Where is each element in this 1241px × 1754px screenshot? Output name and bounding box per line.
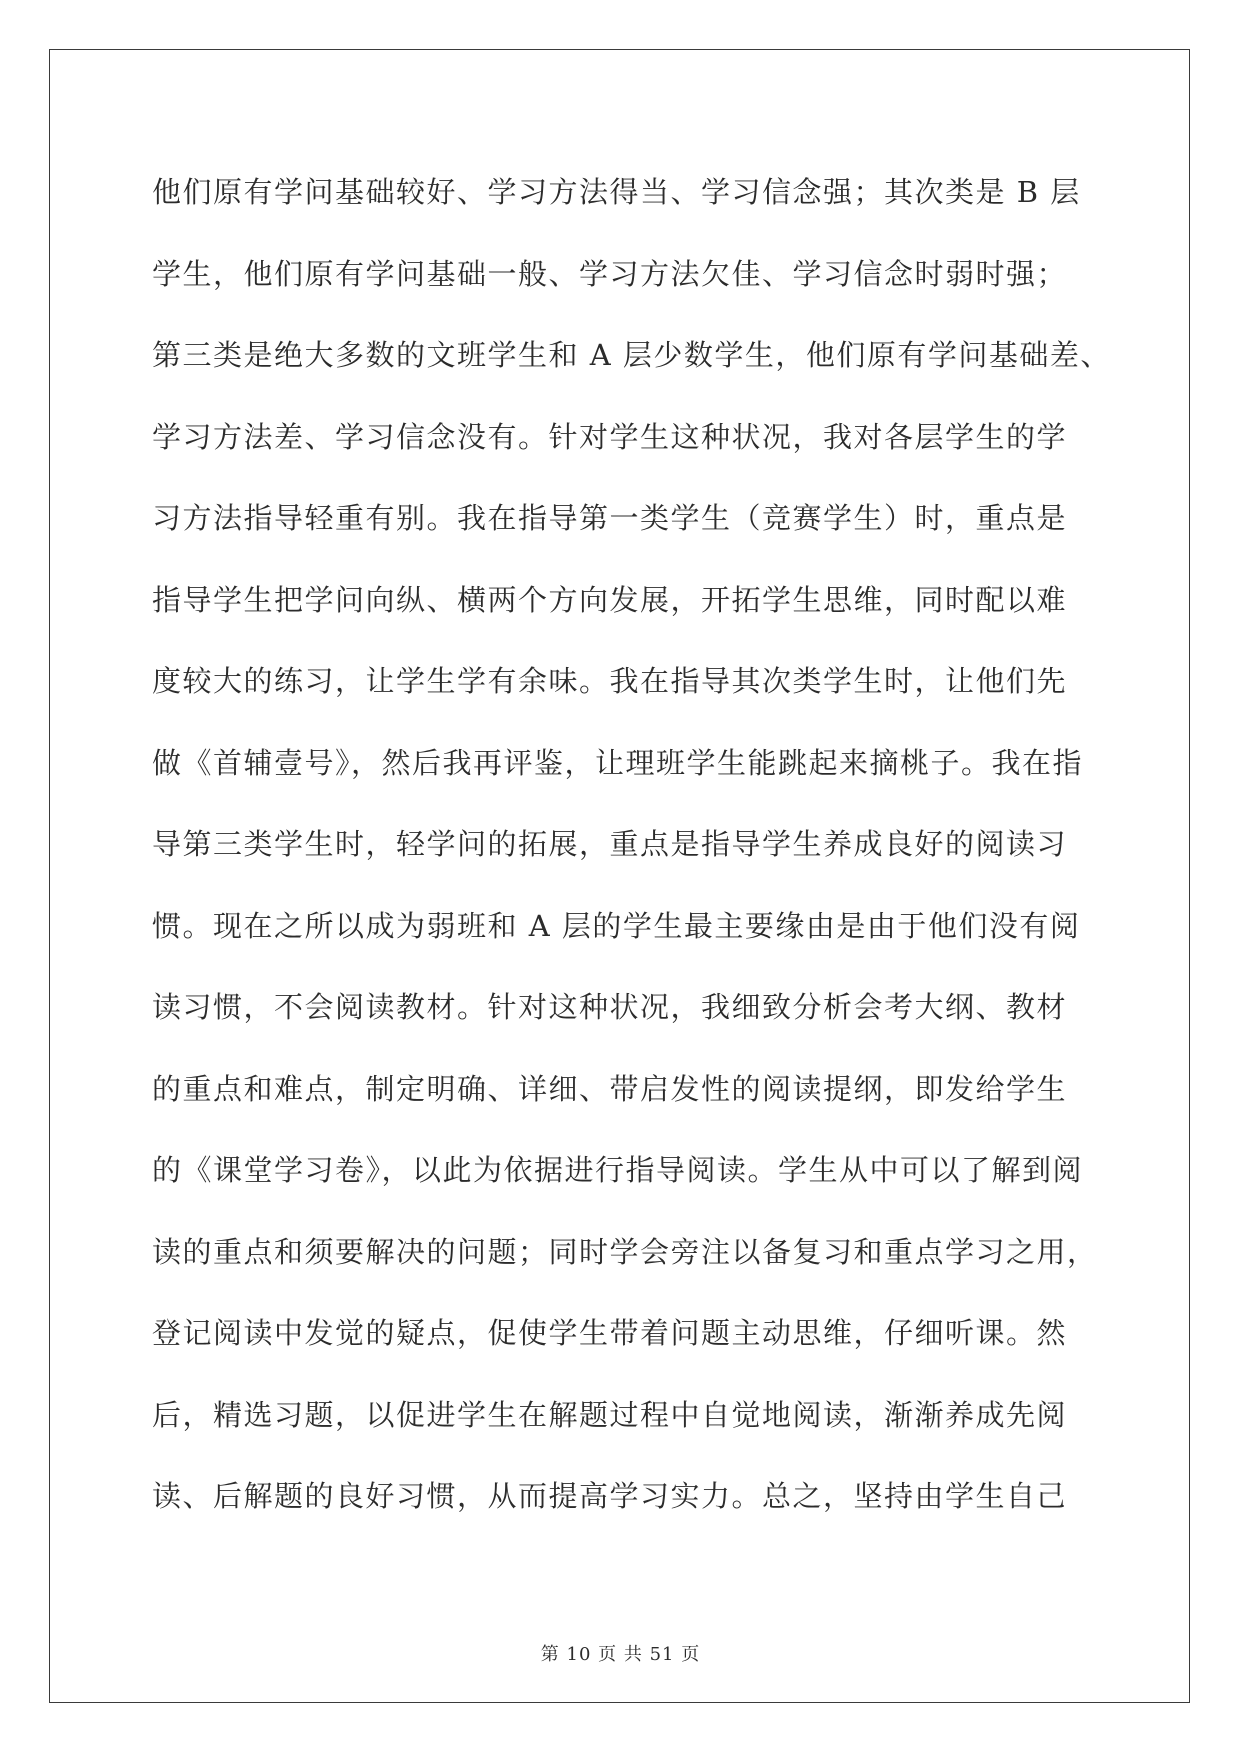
text-line: 指导学生把学问向纵、横两个方向发展，开拓学生思维，同时配以难 bbox=[152, 582, 1068, 617]
text-line: 读的重点和须要解决的问题；同时学会旁注以备复习和重点学习之用， bbox=[152, 1234, 1098, 1269]
text-line: 的重点和难点，制定明确、详细、带启发性的阅读提纲，即发给学生 bbox=[152, 1071, 1068, 1106]
text-line: 做《首辅壹号》，然后我再评鉴，让理班学生能跳起来摘桃子。我在指 bbox=[152, 745, 1084, 780]
text-line: 的《课堂学习卷》，以此为依据进行指导阅读。学生从中可以了解到阅 bbox=[152, 1153, 1084, 1187]
text-line: 学生，他们原有学问基础一般、学习方法欠佳、学习信念时弱时强； bbox=[152, 256, 1068, 291]
text-line: 登记阅读中发觉的疑点，促使学生带着问题主动思维，仔细听课。然 bbox=[152, 1316, 1068, 1350]
text-line: 后，精选习题，以促进学生在解题过程中自觉地阅读，渐渐养成先阅 bbox=[152, 1397, 1068, 1432]
text-line: 读、后解题的良好习惯，从而提高学习实力。总之，坚持由学生自己 bbox=[152, 1479, 1068, 1513]
text-line: 学习方法差、学习信念没有。针对学生这种状况，我对各层学生的学 bbox=[152, 419, 1068, 454]
text-line: 习方法指导轻重有别。我在指导第一类学生（竞赛学生）时，重点是 bbox=[152, 501, 1068, 535]
text-line: 惯。现在之所以成为弱班和 A 层的学生最主要缘由是由于他们没有阅 bbox=[152, 908, 1081, 943]
text-line: 他们原有学问基础较好、学习方法得当、学习信念强；其次类是 B 层 bbox=[152, 175, 1081, 209]
text-line: 导第三类学生时，轻学问的拓展，重点是指导学生养成良好的阅读习 bbox=[152, 827, 1068, 861]
text-line: 读习惯，不会阅读教材。针对这种状况，我细致分析会考大纲、教材 bbox=[152, 990, 1068, 1024]
text-line: 第三类是绝大多数的文班学生和 A 层少数学生，他们原有学问基础差、 bbox=[152, 338, 1111, 372]
text-line: 度较大的练习，让学生学有余味。我在指导其次类学生时，让他们先 bbox=[152, 664, 1068, 698]
page-number: 第 10 页 共 51 页 bbox=[540, 1644, 701, 1665]
document-body bbox=[152, 165, 1112, 1551]
